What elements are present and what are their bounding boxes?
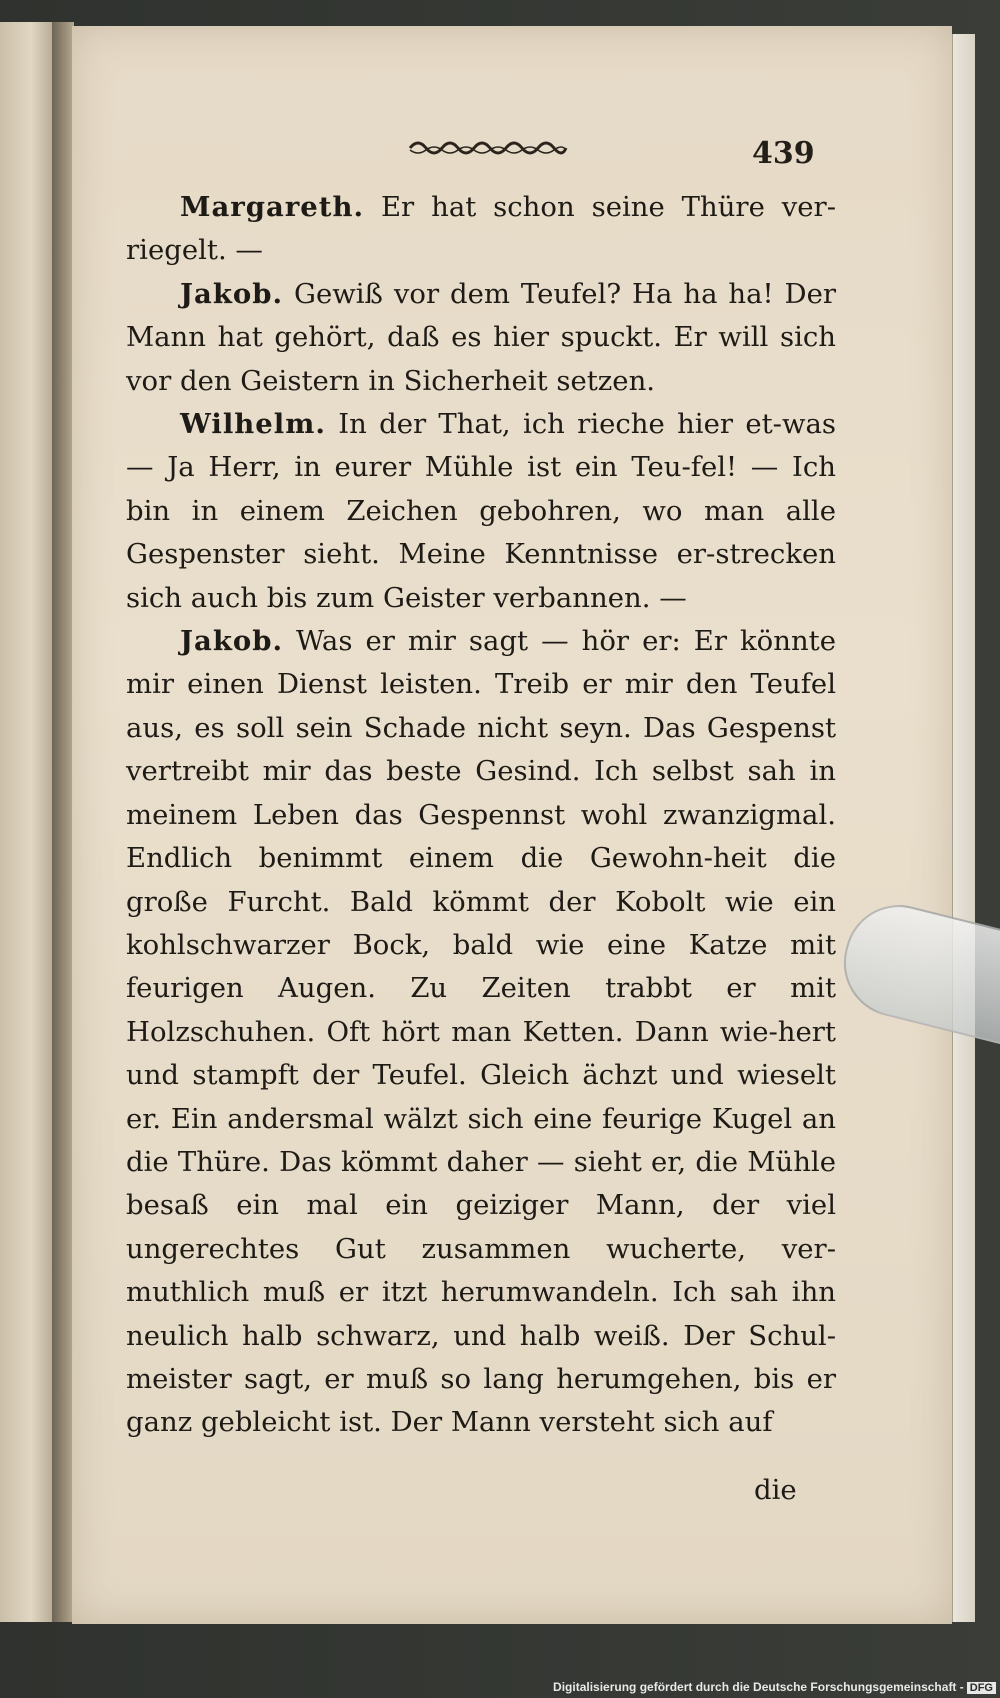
dialogue-paragraph [126,403,836,620]
digitization-credit [553,1680,996,1694]
dialogue-text: Gewiß vor dem Teufel? Ha ha ha! Der Mann hat gehört, daß es hier spuckt. Er will sich vor den Geistern in Sicherheit setzen. [126,277,836,397]
catchword: die [754,1474,797,1506]
dialogue-paragraph [126,273,836,403]
dialogue-text: In der That, ich rieche hier et-was — Ja Herr, in eurer Mühle ist ein Teu-fel! — Ich bin in einem Zeichen gebohren, wo man alle Gespenster sieht. Meine Kenntnisse er-strecken sich auch bis zum Geister verbannen. — [126,408,836,614]
speaker-name: Jakob. [180,625,284,658]
dfg-logo: DFG [967,1682,996,1694]
page-body-text [126,186,836,1445]
dialogue-text: Er hat schon seine Thüre ver-riegelt. — [126,191,836,267]
credit-text: Digitalisierung gefördert durch die Deutsche Forschungsgemeinschaft - [553,1680,964,1694]
speaker-name: Jakob. [180,277,284,310]
book-gutter [52,22,74,1622]
page-stack-edge [952,34,975,1622]
page-number: 439 [752,136,815,171]
speaker-name: Wilhelm. [180,408,326,441]
dialogue-text: Was er mir sagt — hör er: Er könnte mir einen Dienst leisten. Treib er mir den Teufel aus, es soll sein Schade nicht seyn. Das Gespenst vertreibt mir das beste Gesind. Ich selbst sah in meinem Leben das Gespennst wohl zwanzigmal. Endlich benimmt einem die Gewohn-heit die große Furcht. Bald kömmt der Kobolt wie ein kohlschwarzer Bock, bald wie eine Katze mit feurigen Augen. Zu Zeiten trabbt er mit Holzschuhen. Oft hört man Ketten. Dann wie-hert und stampft der Teufel. Gleich ächzt und wieselt er. Ein andersmal wälzt sich eine feurige Kugel an die Thüre. Das kömmt daher — sieht er, die Mühle besaß ein mal ein geiziger Mann, der viel ungerechtes Gut zusammen wucherte, ver-muthlich muß er itzt herumwandeln. Ich sah ihn neulich halb schwarz, und halb weiß. Der Schul-meister sagt, er muß so lang herumgehen, bis er ganz gebleicht ist. Der Mann versteht sich auf [126,625,836,1439]
dialogue-paragraph [126,620,836,1445]
speaker-name: Margareth. [180,191,365,223]
facing-page-edge [0,22,54,1622]
dialogue-paragraph [126,186,836,273]
wavy-rule-ornament-icon [408,138,568,158]
